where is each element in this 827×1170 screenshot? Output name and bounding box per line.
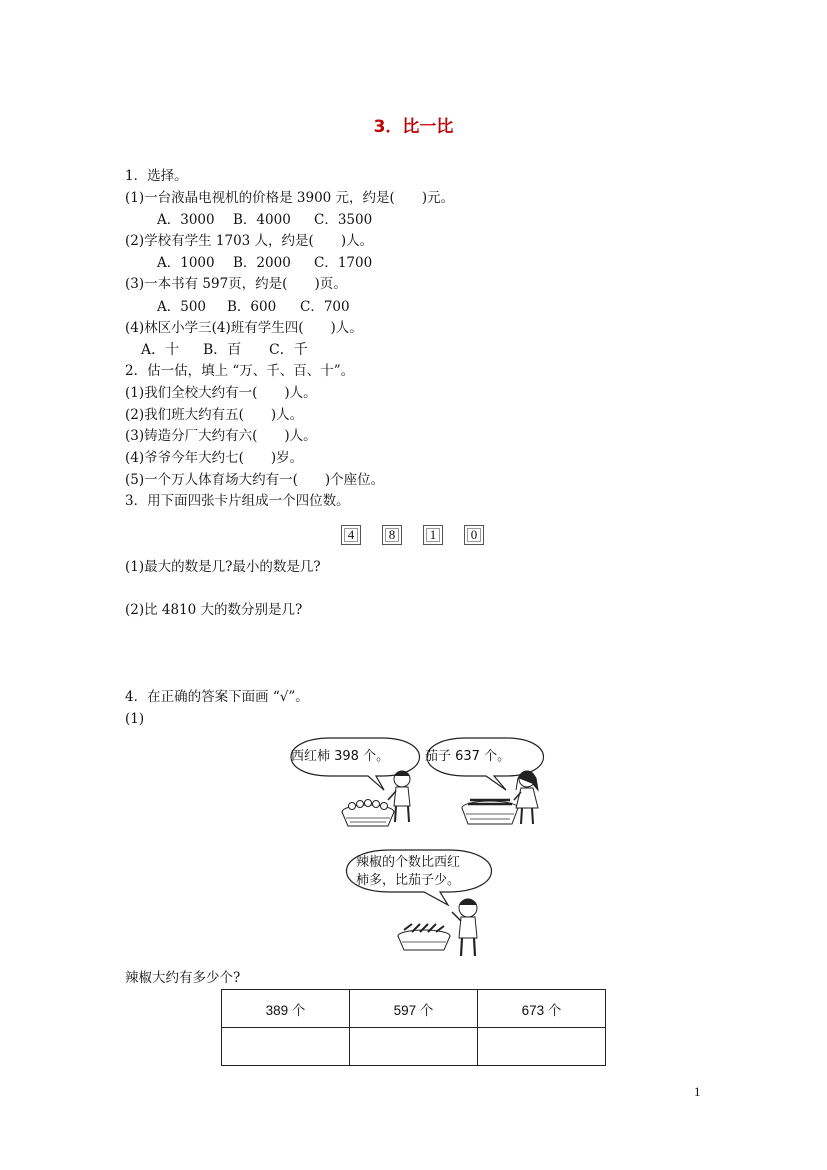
q3-heading: 3．用下面四张卡片组成一个四位数。 [125,493,350,509]
q2-item-4: (4)爷爷今年大约七( )岁。 [125,450,304,466]
q2-item-1: (1)我们全校大约有一( )人。 [125,385,317,401]
option-a[interactable]: A．十 [141,342,180,358]
option-a[interactable]: A．1000 [157,255,215,271]
page-number: 1 [694,1084,701,1099]
q3-sub-1: (1)最大的数是几?最小的数是几? [125,559,321,575]
answer-check-cell[interactable] [222,1028,350,1066]
option-b[interactable]: B．4000 [233,212,291,228]
answer-check-cell[interactable] [350,1028,478,1066]
page-title: 3．比一比 [373,117,454,137]
option-c[interactable]: C．700 [300,299,350,315]
number-card: 0 [464,525,484,545]
q1-item-1: (1)一台液晶电视机的价格是 3900 元，约是( )元。 [125,190,455,206]
number-card: 8 [382,525,402,545]
bubble-text-tomato: 西红柿 398 个。 [291,749,390,764]
option-b[interactable]: B．600 [227,299,277,315]
q2-item-3: (3)铸造分厂大约有六( )人。 [125,428,317,444]
q4-heading: 4．在正确的答案下面画 “√”。 [125,689,309,705]
answer-option: 597 个 [350,990,478,1028]
number-card: 1 [423,525,443,545]
girl-icon [514,771,538,824]
bubble-text-eggplant: 茄子 637 个。 [425,749,511,764]
q1-item-3: (3)一本书有 597页，约是( )页。 [125,276,347,292]
table-row [222,1028,606,1066]
bubble-text-pepper-2: 柿多，比茄子少。 [356,873,461,888]
pepper-basket-icon [398,924,450,950]
q1-heading: 1．选择。 [125,168,188,184]
q2-item-5: (5)一个万人体育场大约有一( )个座位。 [125,472,385,488]
bubble-text-pepper-1: 辣椒的个数比西红 [356,855,461,870]
q1-item-2: (2)学校有学生 1703 人，约是( )人。 [125,233,374,249]
option-b[interactable]: B．百 [203,342,242,358]
option-a[interactable]: A．500 [157,299,207,315]
option-c[interactable]: C．3500 [314,212,373,228]
boy-icon [452,899,477,956]
option-a[interactable]: A．3000 [157,212,215,228]
answer-option: 389 个 [222,990,350,1028]
answer-option: 673 个 [478,990,606,1028]
q1-item-4: (4)林区小学三(4)班有学生四( )人。 [125,320,363,336]
number-card: 4 [341,525,361,545]
answer-check-cell[interactable] [478,1028,606,1066]
table-row [222,990,606,1028]
answer-table [221,989,606,1066]
eggplant-basket-icon [462,800,518,824]
option-b[interactable]: B．2000 [233,255,291,271]
option-c[interactable]: C．千 [269,342,308,358]
q2-heading: 2．估一估，填上 “万、千、百、十”。 [125,363,355,379]
q4-question: 辣椒大约有多少个? [125,970,241,986]
q3-sub-2: (2)比 4810 大的数分别是几? [125,602,303,618]
tomato-basket-icon [342,800,394,827]
option-c[interactable]: C．1700 [314,255,373,271]
q4-sub: (1) [125,711,145,727]
q2-item-2: (2)我们班大约有五( )人。 [125,407,304,423]
